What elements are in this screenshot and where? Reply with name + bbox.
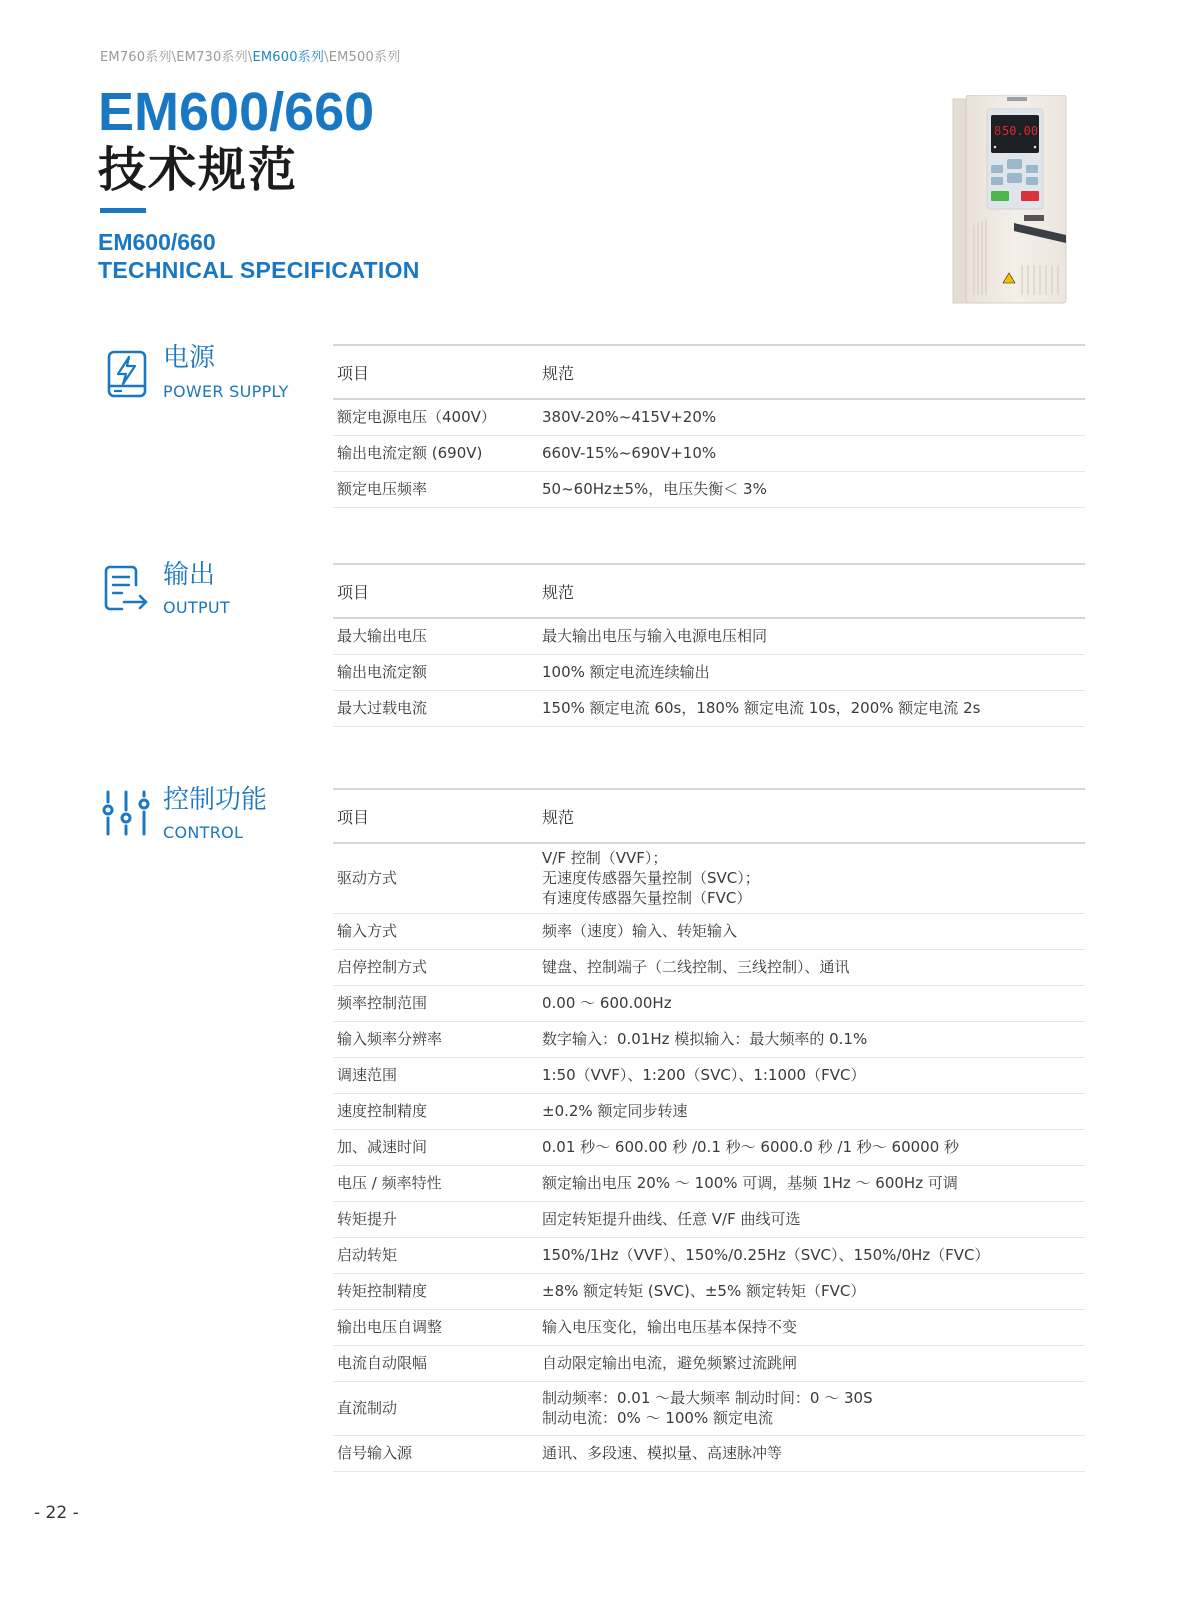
row-value: 固定转矩提升曲线、任意 V/F 曲线可选 [538,1201,1085,1237]
row-value [538,1381,1085,1435]
row-label: 启动转矩 [333,1237,538,1273]
row-label: 频率控制范围 [333,985,538,1021]
power-supply-table [333,344,1085,508]
row-label: 启停控制方式 [333,949,538,985]
column-header-spec: 规范 [538,789,1085,843]
section-title-output-cn: 输出 [163,560,216,590]
row-value: 150% 额定电流 60s，180% 额定电流 10s，200% 额定电流 2s [538,690,1085,726]
table-row [333,1057,1085,1093]
row-label: 电压 / 频率特性 [333,1165,538,1201]
device-display-prefix: 8 [994,124,1002,138]
table-row [333,1165,1085,1201]
row-value: 自动限定输出电流，避免频繁过流跳闸 [538,1345,1085,1381]
row-value: 数字输入：0.01Hz 模拟输入：最大频率的 0.1% [538,1021,1085,1057]
table-row [333,1093,1085,1129]
row-value: 0.01 秒～ 600.00 秒 /0.1 秒～ 6000.0 秒 /1 秒～ 60000 秒 [538,1129,1085,1165]
table-row [333,1021,1085,1057]
subtitle-model: EM600/660 [98,229,216,255]
inverter-product-image [952,95,1068,305]
section-title-control-cn: 控制功能 [163,785,268,815]
row-label: 输出电压自调整 [333,1309,538,1345]
breadcrumb-item-em500[interactable]: \EM500系列 [324,50,401,65]
row-label: 信号输入源 [333,1435,538,1471]
table-row [333,985,1085,1021]
row-value: ±0.2% 额定同步转速 [538,1093,1085,1129]
row-label: 转矩提升 [333,1201,538,1237]
row-label: 直流制动 [333,1381,538,1435]
table-header-row [333,345,1085,399]
row-label: 电流自动限幅 [333,1345,538,1381]
row-label: 输入方式 [333,913,538,949]
row-label: 加、减速时间 [333,1129,538,1165]
title-underline [100,208,146,213]
row-label: 速度控制精度 [333,1093,538,1129]
table-row [333,471,1085,507]
table-row [333,1201,1085,1237]
row-value: 频率（速度）输入、转矩输入 [538,913,1085,949]
table-row [333,1345,1085,1381]
table-row [333,1129,1085,1165]
page-title-en: EM600/660 [98,82,375,142]
breadcrumb [100,46,400,65]
table-header-row [333,564,1085,618]
row-value: 1:50（VVF）、1:200（SVC）、1:1000（FVC） [538,1057,1085,1093]
table-row [333,690,1085,726]
row-value: 键盘、控制端子（二线控制、三线控制）、通讯 [538,949,1085,985]
row-value: 额定输出电压 20% ～ 100% 可调，基频 1Hz ～ 600Hz 可调 [538,1165,1085,1201]
row-label: 调速范围 [333,1057,538,1093]
table-row [333,654,1085,690]
row-label: 转矩控制精度 [333,1273,538,1309]
row-value [538,843,1085,913]
row-label: 输出电流定额 [333,654,538,690]
row-value: 输入电压变化，输出电压基本保持不变 [538,1309,1085,1345]
section-title-power-en: POWER SUPPLY [163,382,289,401]
section-title-control-en: CONTROL [163,823,244,842]
column-header-spec: 规范 [538,345,1085,399]
row-value-line: 制动电流：0% ～ 100% 额定电流 [542,1409,773,1427]
table-row [333,1435,1085,1471]
page-number: - 22 - [34,1503,79,1523]
output-icon [100,563,150,613]
breadcrumb-item-em760[interactable]: EM760系列\ [100,50,177,65]
row-label: 输出电流定额 (690V) [333,435,538,471]
row-label: 额定电压频率 [333,471,538,507]
control-sliders-icon [102,788,152,838]
row-label: 最大输出电压 [333,618,538,654]
power-supply-icon [102,348,152,398]
device-display-readout: 50.00 [1002,124,1039,138]
row-label: 输入频率分辨率 [333,1021,538,1057]
table-header-row [333,789,1085,843]
row-label: 驱动方式 [333,843,538,913]
row-value: 380V-20%~415V+20% [538,399,1085,435]
row-value: ±8% 额定转矩 (SVC)、±5% 额定转矩（FVC） [538,1273,1085,1309]
row-value-line: 无速度传感器矢量控制（SVC）； [542,869,760,888]
column-header-spec: 规范 [538,564,1085,618]
row-label: 额定电源电压（400V） [333,399,538,435]
table-row [333,913,1085,949]
table-row [333,1273,1085,1309]
table-row [333,435,1085,471]
section-title-power-cn: 电源 [163,343,216,373]
column-header-item: 项目 [333,564,538,618]
table-row [333,1381,1085,1435]
table-row [333,843,1085,913]
row-label: 最大过载电流 [333,690,538,726]
table-row [333,399,1085,435]
column-header-item: 项目 [333,345,538,399]
page-title-cn: 技术规范 [98,142,299,198]
table-row [333,949,1085,985]
section-title-output-en: OUTPUT [163,598,231,617]
row-value: 通讯、多段速、模拟量、高速脉冲等 [538,1435,1085,1471]
control-table [333,788,1085,1472]
table-row [333,1309,1085,1345]
row-value-line: 制动频率：0.01 ～最大频率 制动时间：0 ～ 30S [542,1389,873,1407]
row-value-line: 有速度传感器矢量控制（FVC） [542,889,752,908]
breadcrumb-item-em600[interactable]: EM600系列 [252,50,325,65]
row-value: 100% 额定电流连续输出 [538,654,1085,690]
output-table [333,563,1085,727]
row-value: 0.00 ～ 600.00Hz [538,985,1085,1021]
row-value: 660V-15%~690V+10% [538,435,1085,471]
table-row [333,618,1085,654]
table-row [333,1237,1085,1273]
column-header-item: 项目 [333,789,538,843]
row-value: 50~60Hz±5%，电压失衡＜ 3% [538,471,1085,507]
row-value: 150%/1Hz（VVF）、150%/0.25Hz（SVC）、150%/0Hz（FVC） [538,1237,1085,1273]
row-value-line: V/F 控制（VVF）； [542,849,668,868]
subtitle-technical-spec: TECHNICAL SPECIFICATION [98,257,420,283]
breadcrumb-item-em730[interactable]: EM730系列\ [176,50,253,65]
row-value: 最大输出电压与输入电源电压相同 [538,618,1085,654]
